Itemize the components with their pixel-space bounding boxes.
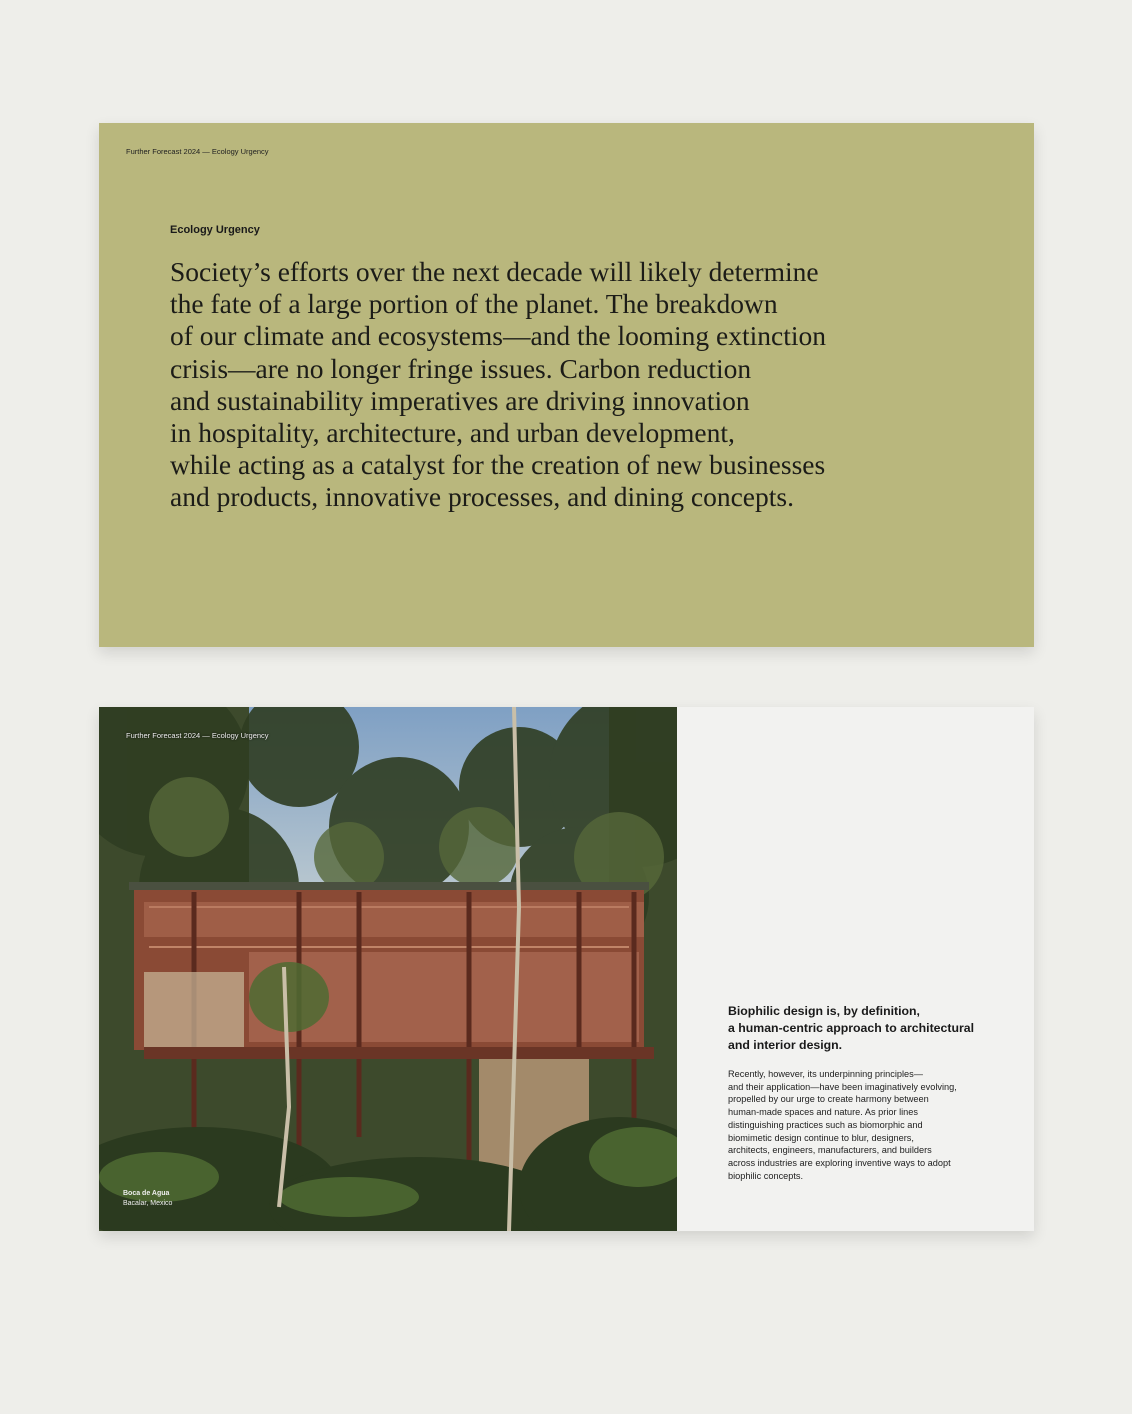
running-header: Further Forecast 2024 — Ecology Urgency [126, 147, 269, 156]
running-header: Further Forecast 2024 — Ecology Urgency [126, 731, 269, 740]
photo-boca-de-agua [99, 707, 677, 1231]
lead-paragraph: Society’s efforts over the next decade will likely determine the fate of a large portion of the planet. The breakdown of our climate and ecosystems—and the looming extinction crisis—are no longer fringe issues. Carbon reduction and sustainability imperatives are driving innovation in hospitality, architecture, and urban development, while acting as a catalyst for the creation of new businesses and products, innovative processes, and dining concepts. [170, 256, 827, 513]
page-ecology-urgency [99, 123, 1034, 647]
section-kicker: Ecology Urgency [170, 224, 260, 236]
photo-caption: Boca de Agua Bacalar, Mexico [123, 1190, 173, 1207]
section-heading: Biophilic design is, by definition, a human-centric approach to architectural and interior design. [728, 1004, 974, 1052]
body-paragraph: Recently, however, its underpinning principles— and their application—have been imaginatively evolving, propelled by our urge to create harmony between human-made spaces and nature. As prior lines distinguishing practices such as biomorphic and biomimetic design continue to blur, designers, architects, engineers, manufacturers, and builders across industries are exploring inventive ways to adopt biophilic concepts. [728, 1069, 957, 1181]
page-biophilic-design [99, 707, 1034, 1231]
